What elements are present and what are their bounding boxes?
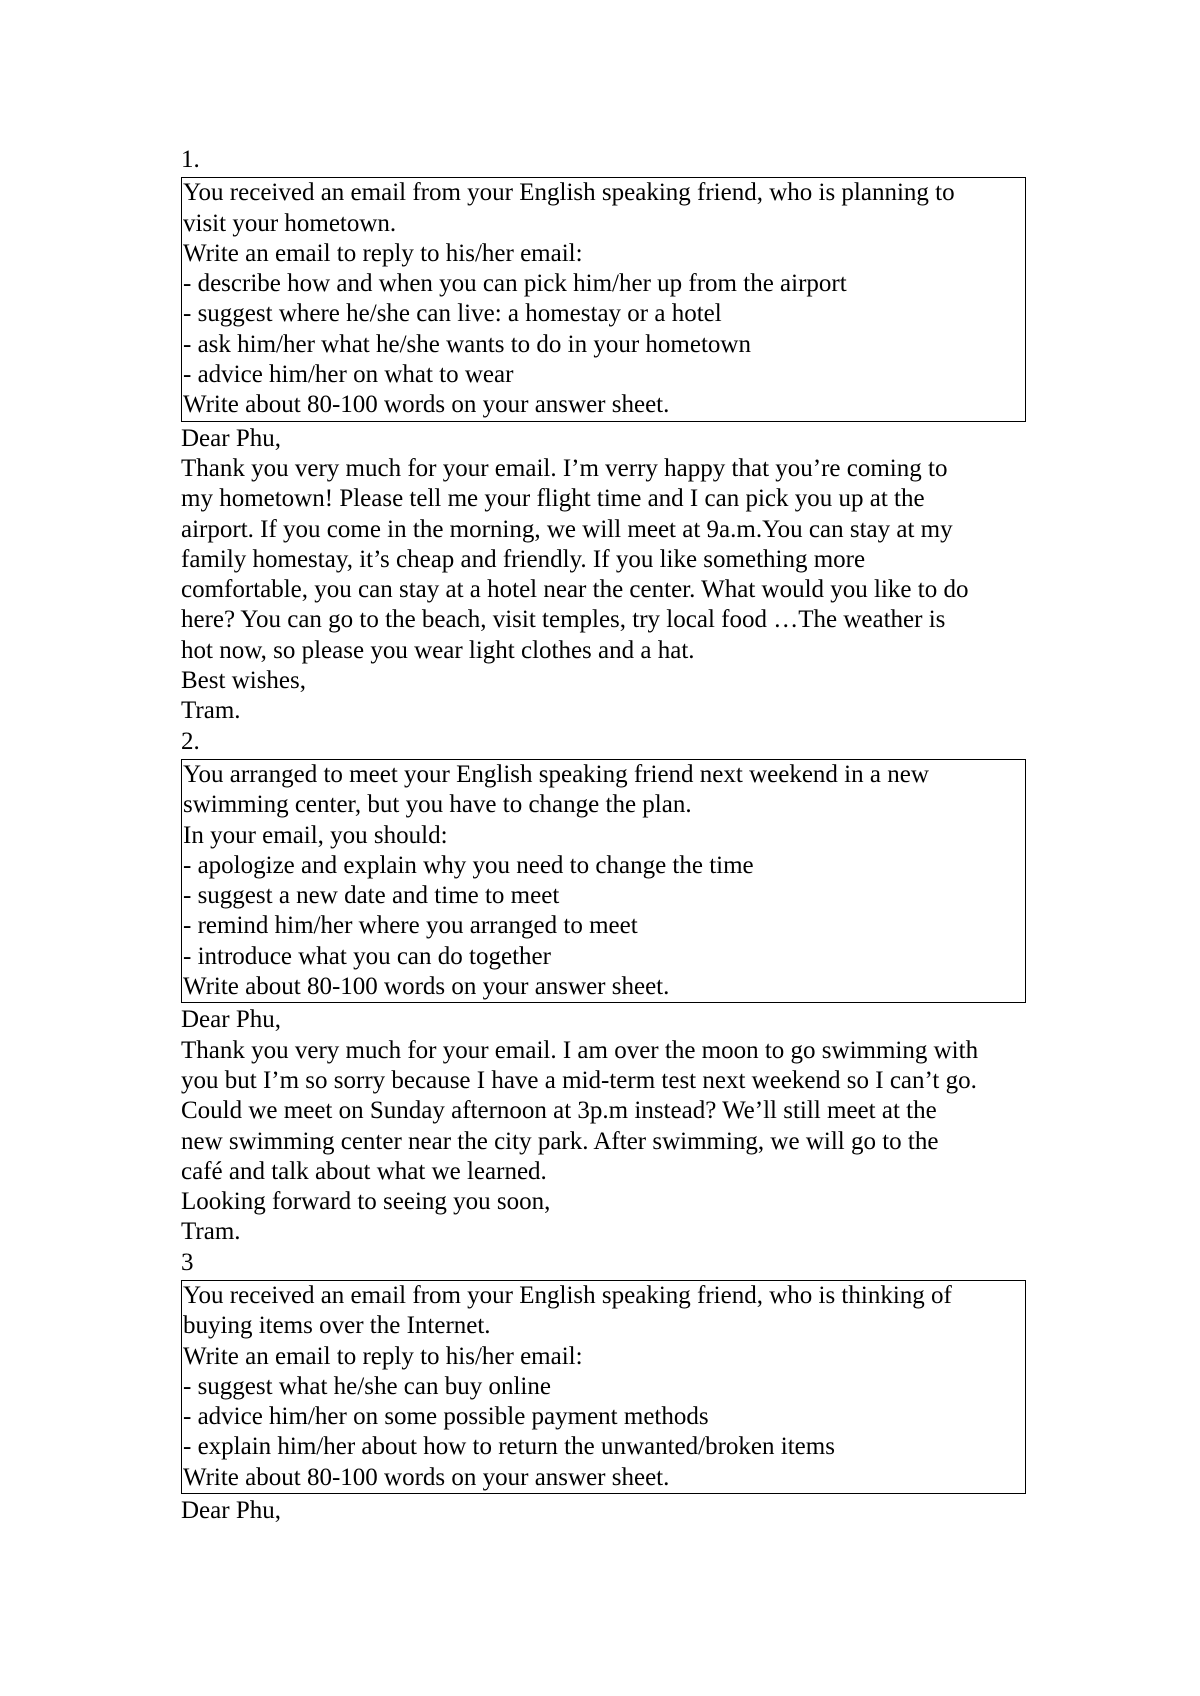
prompt-line: - explain him/her about how to return the unwanted/broken items	[183, 1433, 835, 1461]
task-prompt-box	[181, 177, 1026, 421]
prompt-line: - suggest a new date and time to meet	[183, 882, 560, 910]
letter-line: Dear Phu,	[181, 1006, 281, 1034]
letter-line: Best wishes,	[181, 667, 306, 695]
letter-line: Dear Phu,	[181, 1497, 281, 1525]
task-prompt-box	[181, 1280, 1026, 1494]
prompt-line: - describe how and when you can pick him/her up from the airport	[183, 270, 847, 298]
prompt-line: buying items over the Internet.	[183, 1312, 491, 1340]
letter-line: new swimming center near the city park. After swimming, we will go to the	[181, 1127, 939, 1155]
task-prompt-box	[181, 759, 1026, 1003]
section-number: 3	[181, 1248, 194, 1276]
sample-letter	[181, 424, 1026, 727]
letter-line: Thank you very much for your email. I’m verry happy that you’re coming to	[181, 454, 948, 482]
sample-letter	[181, 1496, 1026, 1526]
prompt-line: You received an email from your English speaking friend, who is thinking of	[183, 1281, 952, 1309]
section-number: 2.	[181, 727, 200, 755]
letter-line: Looking forward to seeing you soon,	[181, 1188, 551, 1216]
letter-line: airport. If you come in the morning, we will meet at 9a.m.You can stay at my	[181, 515, 953, 543]
prompt-line: Write about 80-100 words on your answer sheet.	[183, 391, 670, 419]
letter-line: Tram.	[181, 1218, 241, 1246]
letter-line: Dear Phu,	[181, 424, 281, 452]
letter-line: Could we meet on Sunday afternoon at 3p.m instead? We’ll still meet at the	[181, 1097, 937, 1125]
letter-line: café and talk about what we learned.	[181, 1157, 547, 1185]
prompt-line: In your email, you should:	[183, 821, 448, 849]
prompt-line: - introduce what you can do together	[183, 942, 551, 970]
prompt-line: swimming center, but you have to change the plan.	[183, 791, 692, 819]
sample-letter	[181, 1005, 1026, 1247]
letter-line: Thank you very much for your email. I am over the moon to go swimming with	[181, 1036, 979, 1064]
prompt-line: - suggest what he/she can buy online	[183, 1372, 551, 1400]
prompt-line: Write about 80-100 words on your answer sheet.	[183, 1463, 670, 1491]
letter-line: family homestay, it’s cheap and friendly. If you like something more	[181, 545, 866, 573]
letter-line: Tram.	[181, 697, 241, 725]
prompt-line: You arranged to meet your English speaking friend next weekend in a new	[183, 760, 929, 788]
letter-line: here? You can go to the beach, visit temples, try local food …The weather is	[181, 606, 946, 634]
section-2	[181, 727, 1026, 1248]
prompt-line: Write an email to reply to his/her email:	[183, 1342, 583, 1370]
document-page	[181, 145, 1026, 1526]
prompt-line: - ask him/her what he/she wants to do in your hometown	[183, 330, 751, 358]
letter-line: my hometown! Please tell me your flight time and I can pick you up at the	[181, 485, 925, 513]
prompt-line: Write an email to reply to his/her email:	[183, 239, 583, 267]
prompt-line: - suggest where he/she can live: a homestay or a hotel	[183, 300, 722, 328]
letter-line: you but I’m so sorry because I have a mid-term test next weekend so I can’t go.	[181, 1066, 977, 1094]
letter-line: hot now, so please you wear light clothes and a hat.	[181, 636, 695, 664]
prompt-line: - advice him/her on some possible payment methods	[183, 1403, 709, 1431]
prompt-line: - advice him/her on what to wear	[183, 361, 514, 389]
section-3	[181, 1248, 1026, 1527]
prompt-line: - apologize and explain why you need to change the time	[183, 851, 754, 879]
prompt-line: visit your hometown.	[183, 209, 397, 237]
prompt-line: Write about 80-100 words on your answer sheet.	[183, 973, 670, 1001]
section-number: 1.	[181, 146, 200, 173]
section-1	[181, 145, 1026, 727]
prompt-line: - remind him/her where you arranged to meet	[183, 912, 638, 940]
letter-line: comfortable, you can stay at a hotel near the center. What would you like to do	[181, 576, 969, 604]
prompt-line: You received an email from your English speaking friend, who is planning to	[183, 179, 955, 207]
